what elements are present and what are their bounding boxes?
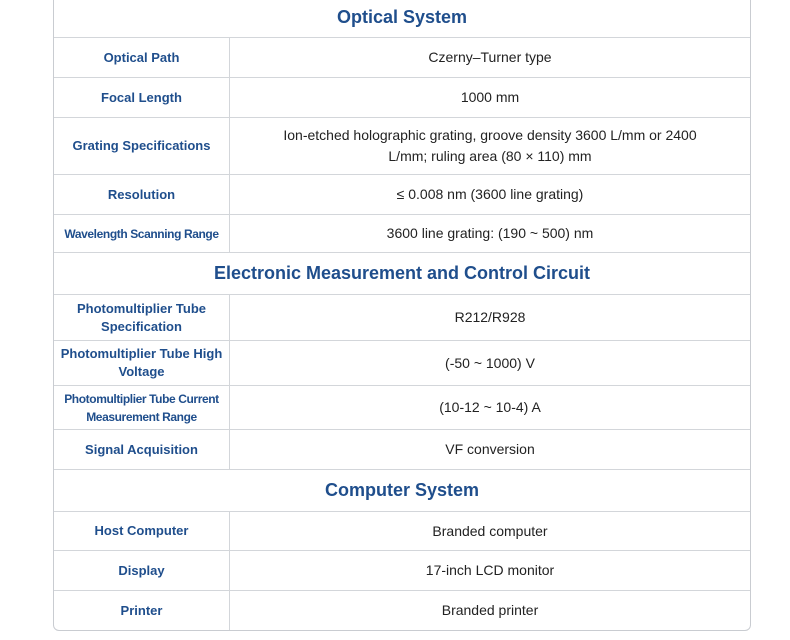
row-value: 3600 line grating: (190 ~ 500) nm [386, 225, 594, 241]
row-value: ≤ 0.008 nm (3600 line grating) [396, 186, 584, 202]
row-value: (-50 ~ 1000) V [445, 354, 535, 371]
table-row [54, 37, 750, 77]
section-header-electronic-measurement [54, 252, 750, 294]
row-value: 1000 mm [460, 89, 520, 105]
table-row [54, 214, 750, 252]
row-label: Wavelength Scanning Range [54, 215, 230, 252]
row-value: Czerny–Turner type [428, 49, 552, 65]
table-row [54, 294, 750, 340]
spec-table [53, 0, 751, 631]
row-label: Photomultiplier Tube High Voltage [54, 341, 230, 385]
row-value: VF conversion [445, 441, 535, 457]
table-row [54, 590, 750, 630]
section-title: Optical System [336, 6, 468, 27]
table-row [54, 511, 750, 550]
row-value: R212/R928 [454, 309, 526, 325]
row-value: Branded computer [432, 522, 548, 539]
table-row [54, 77, 750, 117]
row-value: Branded printer [441, 602, 539, 618]
table-row [54, 385, 750, 429]
row-label: Grating Specifications [54, 118, 230, 174]
row-value: Ion-etched holographic grating, groove density 3600 L/mm or 2400 L/mm; ruling area (80 × 110) mm [283, 127, 697, 164]
table-row [54, 550, 750, 590]
section-header-computer-system [54, 469, 750, 511]
row-value: 17-inch LCD monitor [425, 562, 555, 578]
row-value: (10-12 ~ 10-4) A [439, 399, 541, 415]
section-header-optical-system [54, 0, 750, 37]
row-label: Optical Path [54, 38, 230, 77]
table-row [54, 340, 750, 385]
row-label: Photomultiplier Tube Current Measurement Range [54, 386, 230, 429]
table-row [54, 174, 750, 214]
row-label: Photomultiplier Tube Specification [54, 295, 230, 340]
row-label: Focal Length [54, 78, 230, 117]
row-label: Display [54, 551, 230, 590]
row-label: Host Computer [54, 512, 230, 550]
section-title: Electronic Measurement and Control Circuit [213, 263, 591, 283]
row-label: Signal Acquisition [54, 430, 230, 469]
table-row [54, 117, 750, 174]
table-row [54, 429, 750, 469]
row-label: Resolution [54, 175, 230, 214]
row-label: Printer [54, 591, 230, 630]
section-title: Computer System [324, 480, 480, 500]
